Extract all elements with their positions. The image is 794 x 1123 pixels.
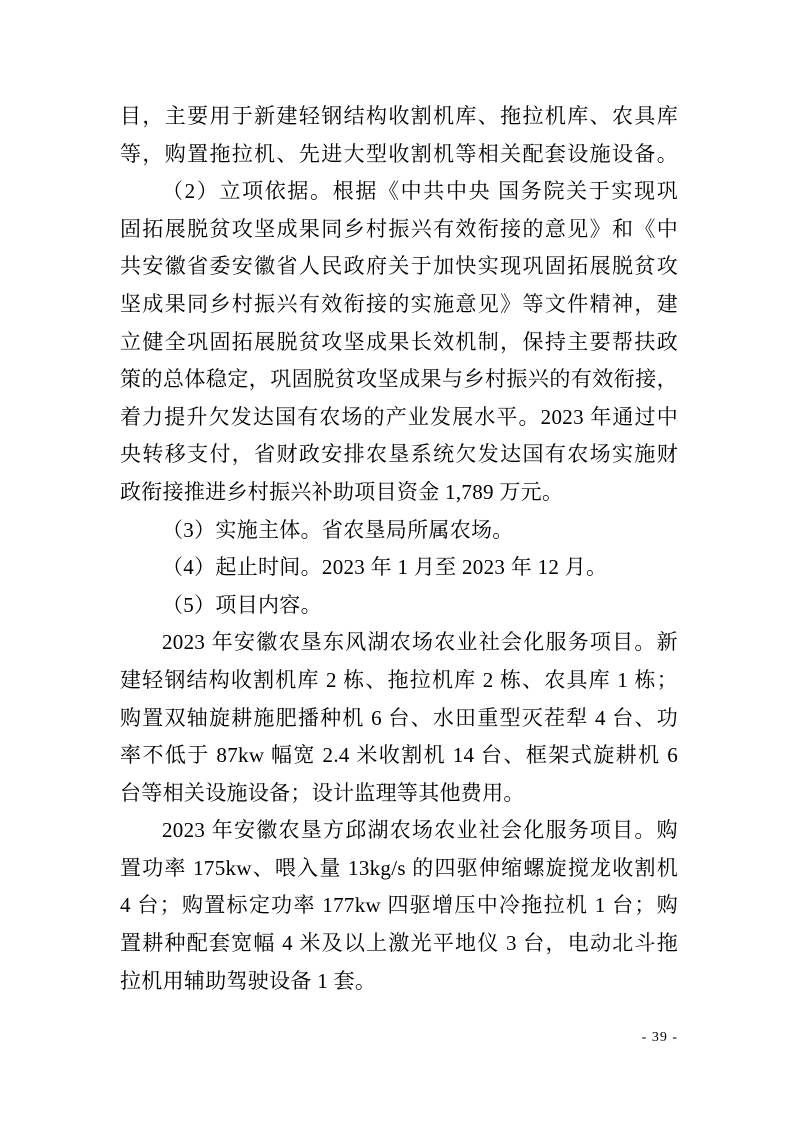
text-line: （2）立项依据。根据《中共中央 国务院关于实现巩 (162, 179, 678, 204)
text-line: 央转移支付，省财政安排农垦系统欠发达国有农场实施财 (120, 442, 678, 467)
page-number: - 39 - (641, 1030, 678, 1045)
text-line: 建轻钢结构收割机库 2 栋、拖拉机库 2 栋、农具库 1 栋； (120, 667, 678, 692)
text-line: 共安徽省委安徽省人民政府关于加快实现巩固拓展脱贫攻 (120, 254, 678, 279)
text-line: 2023 年安徽农垦东风湖农场农业社会化服务项目。新 (162, 630, 678, 655)
text-line: 政衔接推进乡村振兴补助项目资金 1,789 万元。 (120, 479, 564, 504)
text-line: 固拓展脱贫攻坚成果同乡村振兴有效衔接的意见》和《中 (120, 216, 678, 241)
text-line: 4 台；购置标定功率 177kw 四驱增压中冷拖拉机 1 台；购 (120, 893, 678, 918)
text-line: 坚成果同乡村振兴有效衔接的实施意见》等文件精神，建 (120, 291, 678, 316)
text-line: （5）项目内容。 (162, 592, 322, 617)
text-line: 策的总体稳定，巩固脱贫攻坚成果与乡村振兴的有效衔接， (120, 367, 678, 392)
text-line: 置功率 175kw、喂入量 13kg/s 的四驱伸缩螺旋搅龙收割机 (120, 855, 678, 880)
text-line: 等，购置拖拉机、先进大型收割机等相关配套设施设备。 (120, 141, 678, 166)
text-line: （3）实施主体。省农垦局所属农场。 (162, 517, 514, 542)
text-line: 2023 年安徽农垦方邱湖农场农业社会化服务项目。购 (162, 818, 678, 843)
document-body (120, 98, 678, 1000)
text-line: （4）起止时间。2023 年 1 月至 2023 年 12 月。 (162, 555, 608, 580)
text-line: 立健全巩固拓展脱贫攻坚成果长效机制，保持主要帮扶政 (120, 329, 678, 354)
text-line: 拉机用辅助驾驶设备 1 套。 (120, 968, 377, 993)
text-line: 置耕种配套宽幅 4 米及以上激光平地仪 3 台，电动北斗拖 (120, 931, 678, 956)
text-line: 着力提升欠发达国有农场的产业发展水平。2023 年通过中 (120, 404, 678, 429)
text-line: 台等相关设施设备；设计监理等其他费用。 (120, 780, 525, 805)
text-line: 购置双轴旋耕施肥播种机 6 台、水田重型灭茬犁 4 台、功 (120, 705, 678, 730)
text-line: 率不低于 87kw 幅宽 2.4 米收割机 14 台、框架式旋耕机 6 (120, 743, 678, 768)
text-line: 目，主要用于新建轻钢结构收割机库、拖拉机库、农具库 (120, 104, 678, 128)
